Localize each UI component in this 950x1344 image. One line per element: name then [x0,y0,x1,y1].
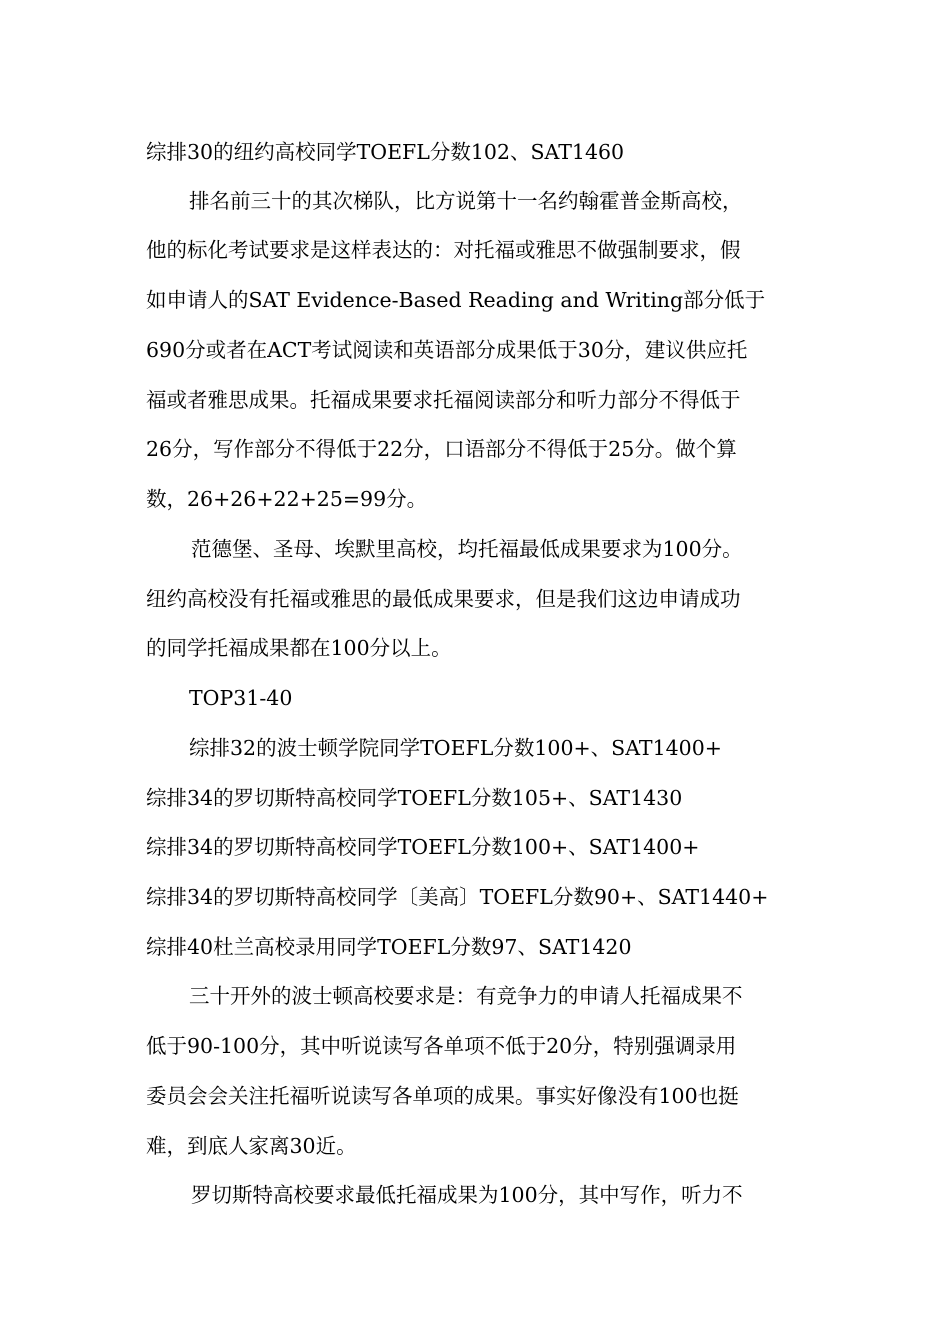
text-line: 福或者雅思成果。托福成果要求托福阅读部分和听力部分不得低于 [146,388,741,412]
paragraph-first-line: 三十开外的波士顿高校要求是：有竞争力的申请人托福成果不 [189,984,743,1008]
text-line: 低于90-100分，其中听说读写各单项不低于20分，特别强调录用 [146,1034,737,1058]
text-line: 综排34的罗切斯特高校同学TOEFL分数100+、SAT1400+ [146,835,700,859]
text-line: 数，26+26+22+25=99分。 [146,487,428,511]
text-line: 综排34的罗切斯特高校同学TOEFL分数105+、SAT1430 [146,786,683,810]
text-line: 690分或者在ACT考试阅读和英语部分成果低于30分，建议供应托 [146,338,748,362]
text-line: 委员会会关注托福听说读写各单项的成果。事实好像没有100也挺 [146,1084,739,1108]
text-line: 综排40杜兰高校录用同学TOEFL分数97、SAT1420 [146,935,632,959]
text-line: 难，到底人家离30近。 [146,1134,357,1158]
text-line: 26分，写作部分不得低于22分，口语部分不得低于25分。做个算 [146,437,737,461]
text-line: 如申请人的SAT Evidence-Based Reading and Writing部分低于 [146,288,766,312]
section-heading: TOP31-40 [189,686,293,710]
text-line: 他的标化考试要求是这样表达的：对托福或雅思不做强制要求，假 [146,238,741,262]
paragraph-first-line: 排名前三十的其次梯队，比方说第十一名约翰霍普金斯高校， [189,189,743,213]
text-line: 综排30的纽约高校同学TOEFL分数102、SAT1460 [146,140,625,164]
paragraph-first-line: 罗切斯特高校要求最低托福成果为100分，其中写作，听力不 [191,1183,743,1207]
paragraph-first-line: 范德堡、圣母、埃默里高校，均托福最低成果要求为100分。 [191,537,743,561]
text-line: 综排34的罗切斯特高校同学〔美高〕TOEFL分数90+、SAT1440+ [146,885,769,909]
text-line: 的同学托福成果都在100分以上。 [146,636,452,660]
text-line: 纽约高校没有托福或雅思的最低成果要求，但是我们这边申请成功 [146,587,741,611]
text-line: 综排32的波士顿学院同学TOEFL分数100+、SAT1400+ [189,736,722,760]
